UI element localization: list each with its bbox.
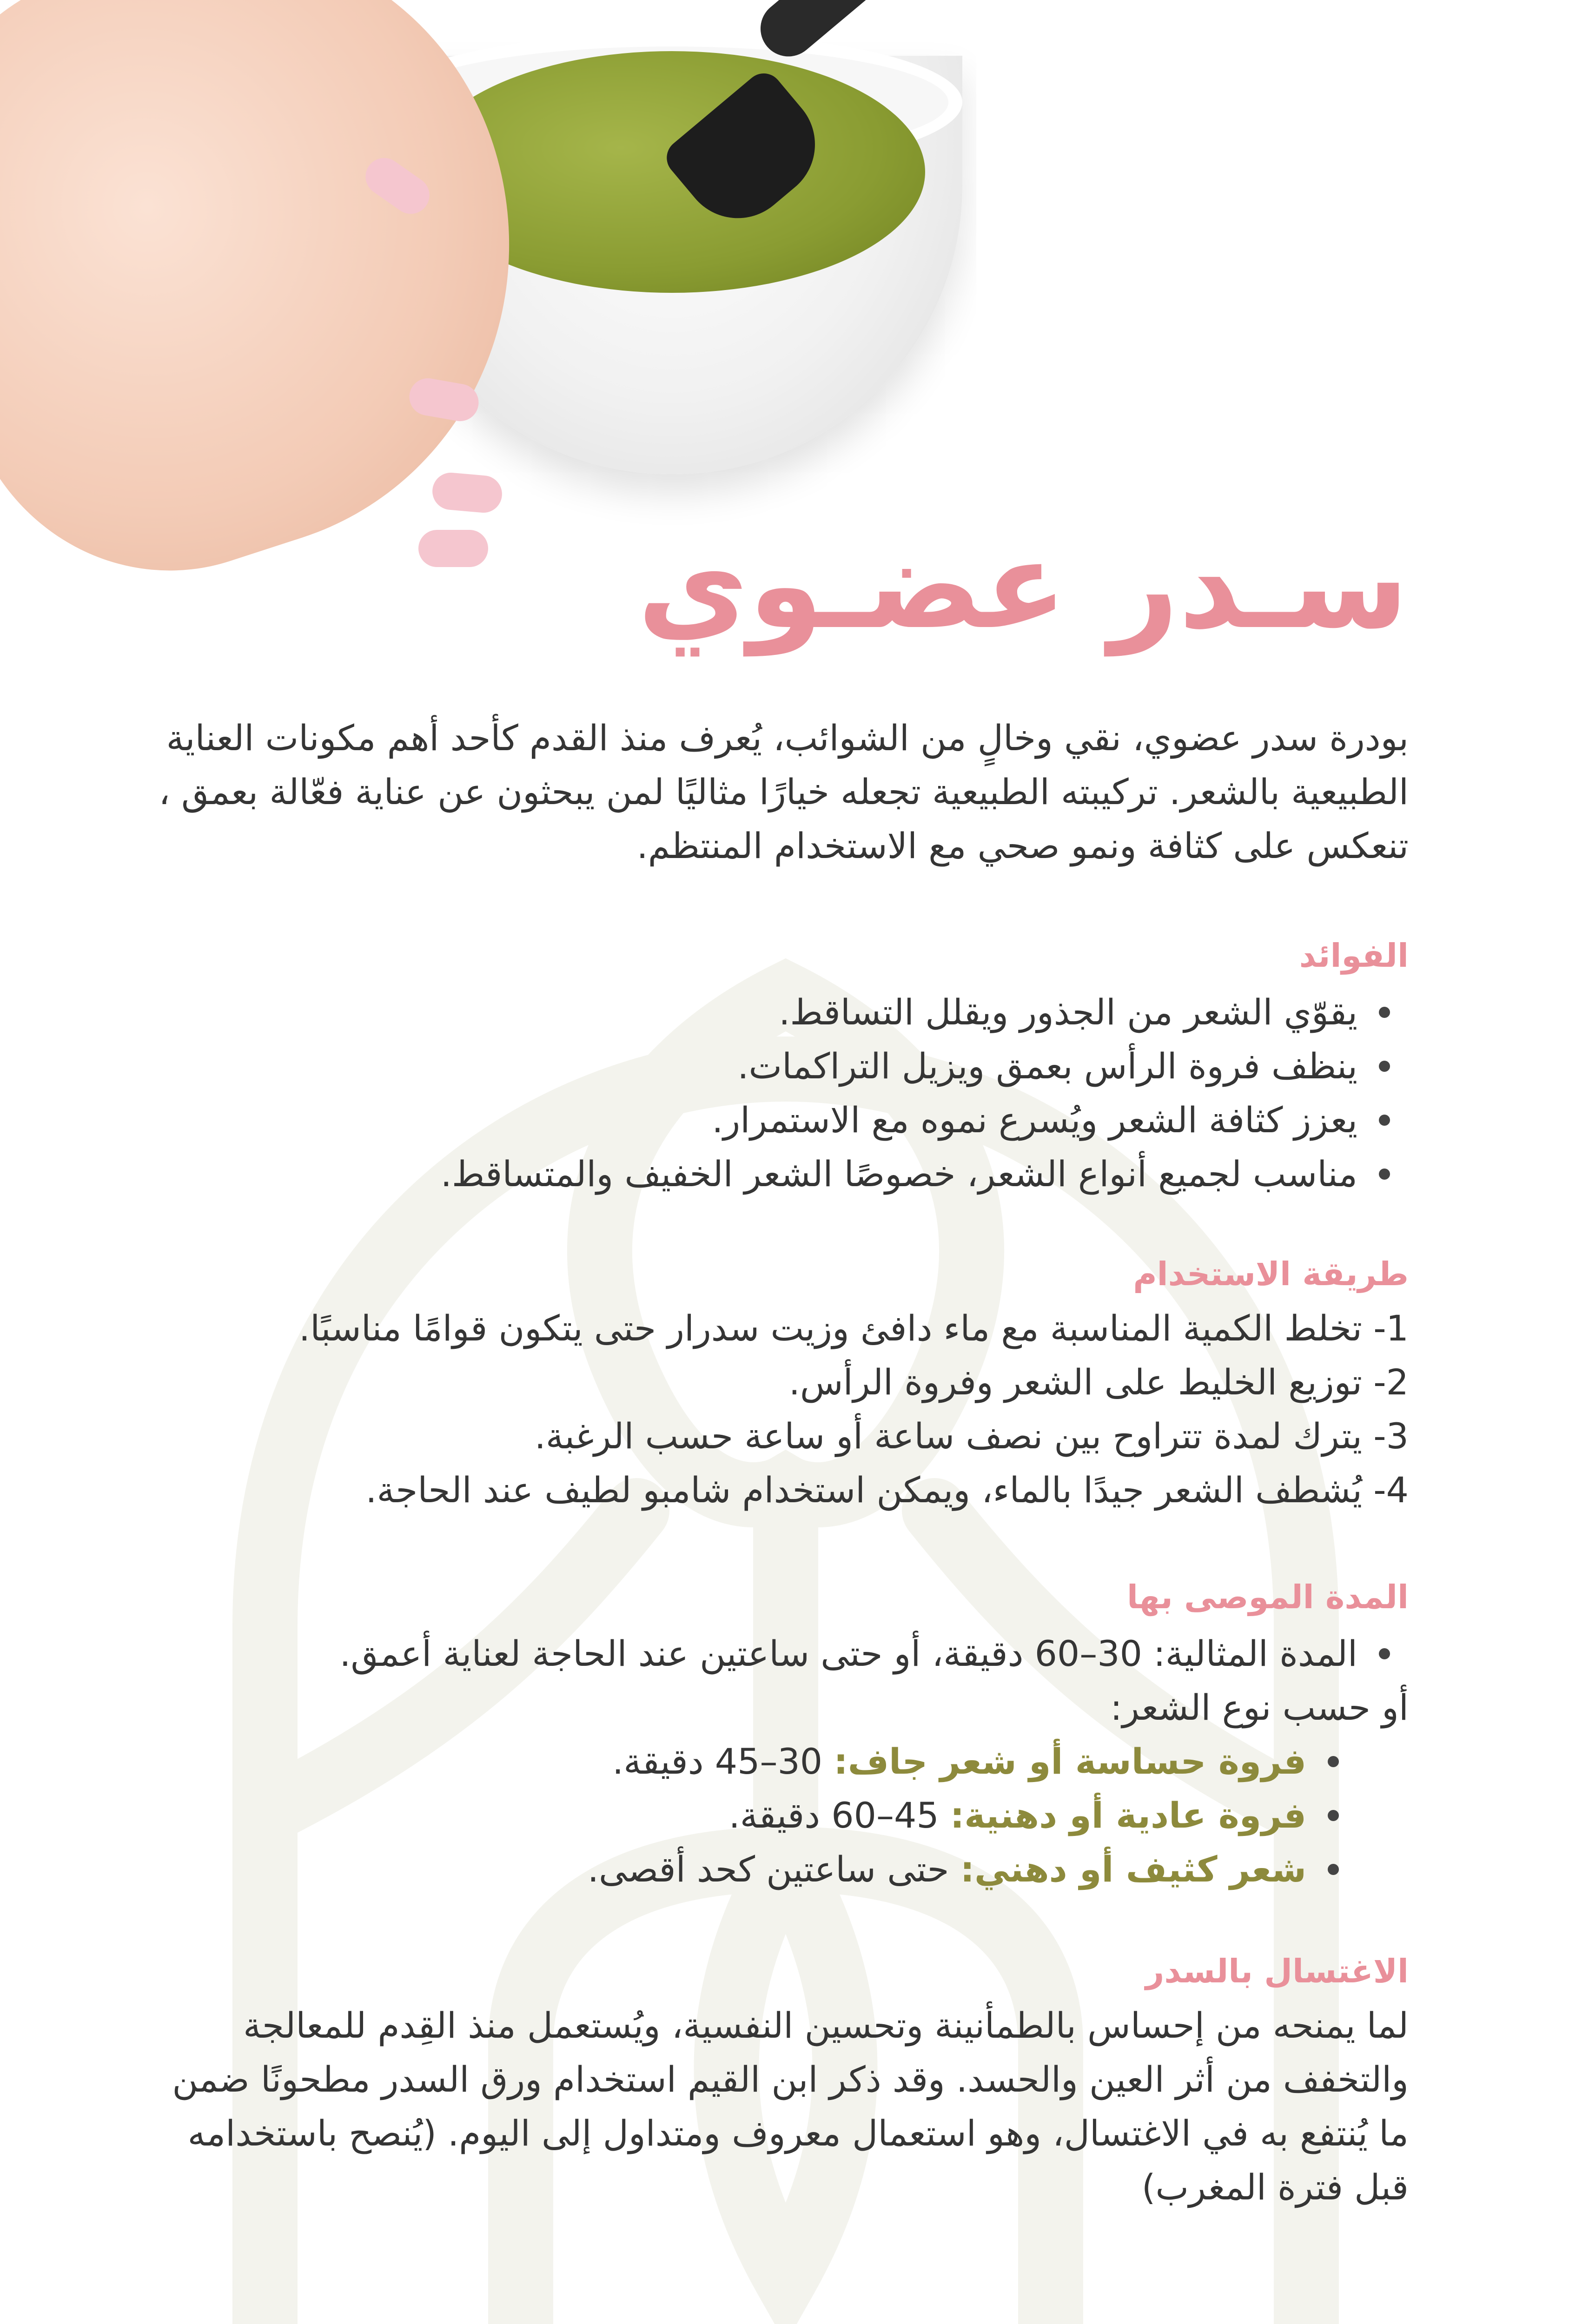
duration-by-type-label: أو حسب نوع الشعر: [1110,1687,1409,1728]
hair-type-name: شعر كثيف أو دهني: [960,1849,1306,1890]
intro-paragraph: بودرة سدر عضوي، نقي وخالٍ من الشوائب، يُعرف منذ القدم كأحد أهم مكونات العناية الطبيعية بالشعر. تركيبته الطبيعية تجعله خيارًا مثاليًا لمن يبحثون عن عناية فعّالة بعمق ، تنعكس على كثافة ونمو صحي مع الاستخدام المنتظم. [159,717,1409,866]
hair-type-value: 30–45 دقيقة. [612,1741,834,1782]
usage-heading: طريقة الاستخدام [1133,1255,1409,1293]
benefits-heading: الفوائد [1299,937,1409,975]
nail [431,471,503,515]
duration-section [153,1627,1409,1896]
list-item [153,1789,1357,1842]
hero-image [0,0,976,581]
bathing-paragraph: لما يمنحه من إحساس بالطمأنينة وتحسين النفسية، ويُستعمل منذ القِدم للمعالجة والتخفف من أثر العين والحسد. وقد ذكر ابن القيم استخدام ورق السدر مطحونًا ضمن ما يُنتفع به في الاغتسال، وهو استعمال معروف ومتداول إلى اليوم. (يُنصح باستخدامه قبل فترة المغرب) [172,2005,1409,2208]
hair-type-name: فروة عادية أو دهنية: [950,1795,1306,1836]
usage-step: 1- تخلط الكمية المناسبة مع ماء دافئ وزيت سدرار حتى يتكون قوامًا مناسبًا. [298,1307,1409,1349]
usage-step: 2- توزيع الخليط على الشعر وفروة الرأس. [788,1361,1409,1403]
bathing-heading: الاغتسال بالسدر [1145,1952,1409,1990]
list-item: يقوّي الشعر من الجذور ويقلل التساقط. [153,985,1409,1039]
hair-type-name: فروة حساسة أو شعر جاف: [834,1741,1306,1782]
duration-heading: المدة الموصى بها [1126,1578,1409,1616]
list-item: المدة المثالية: 30–60 دقيقة، أو حتى ساعتين عند الحاجة لعناية أعمق. [153,1627,1409,1681]
hair-type-value: 45–60 دقيقة. [728,1795,950,1836]
list-item [153,1842,1357,1896]
hair-type-value: حتى ساعتين كحد أقصى. [587,1849,960,1890]
list-item [153,1735,1357,1789]
usage-steps [153,1301,1409,1517]
list-item: ينظف فروة الرأس بعمق ويزيل التراكمات. [153,1039,1409,1093]
list-item: مناسب لجميع أنواع الشعر، خصوصًا الشعر الخفيف والمتساقط. [153,1147,1409,1201]
benefits-list [153,985,1409,1201]
list-item: يعزز كثافة الشعر ويُسرع نموه مع الاستمرار. [153,1093,1409,1147]
usage-step: 3- يترك لمدة تتراوح بين نصف ساعة أو ساعة حسب الرغبة. [534,1415,1409,1457]
nail [418,530,488,567]
page-title: سـدر عضـوي [637,515,1409,656]
usage-step: 4- يُشطف الشعر جيدًا بالماء، ويمكن استخدام شامبو لطيف عند الحاجة. [365,1469,1409,1511]
